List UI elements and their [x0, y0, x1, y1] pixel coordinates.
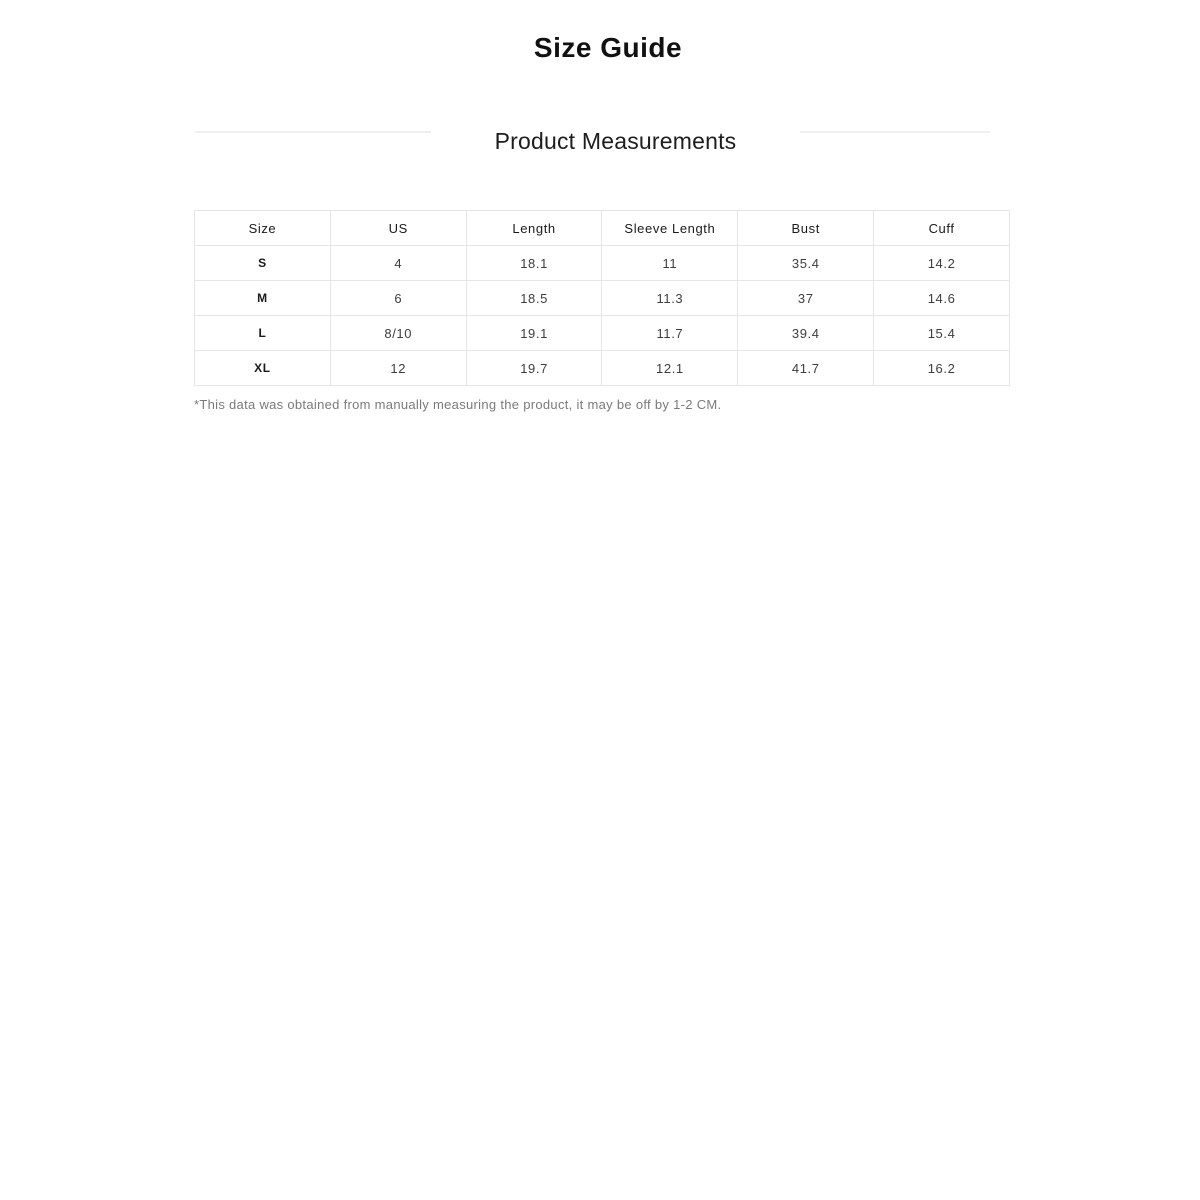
cell-size: M	[195, 281, 331, 316]
cell-cuff: 16.2	[874, 351, 1010, 386]
cell-length: 18.1	[466, 246, 602, 281]
cell-size: S	[195, 246, 331, 281]
cell-size: L	[195, 316, 331, 351]
table-row	[195, 316, 1010, 351]
header-size: Size	[195, 211, 331, 246]
cell-cuff: 15.4	[874, 316, 1010, 351]
cell-bust: 41.7	[738, 351, 874, 386]
header-cuff: Cuff	[874, 211, 1010, 246]
table-row	[195, 351, 1010, 386]
cell-sleeve-length: 11.3	[602, 281, 738, 316]
page-title: Size Guide	[533, 32, 683, 63]
cell-sleeve-length: 11	[602, 246, 738, 281]
divider-right	[800, 131, 990, 133]
cell-bust: 37	[738, 281, 874, 316]
divider-left	[195, 131, 431, 133]
cell-sleeve-length: 11.7	[602, 316, 738, 351]
measurements-table	[194, 210, 1010, 386]
header-bust: Bust	[738, 211, 874, 246]
table-row	[195, 281, 1010, 316]
cell-us: 12	[330, 351, 466, 386]
cell-length: 19.1	[466, 316, 602, 351]
cell-bust: 39.4	[738, 316, 874, 351]
cell-us: 6	[330, 281, 466, 316]
header-us: US	[330, 211, 466, 246]
header-sleeve-length: Sleeve Length	[602, 211, 738, 246]
measurement-note: *This data was obtained from manually measuring the product, it may be off by 1-2 CM.	[194, 397, 722, 412]
section-title: Product Measurements	[494, 128, 737, 154]
header-length: Length	[466, 211, 602, 246]
cell-us: 8/10	[330, 316, 466, 351]
cell-length: 18.5	[466, 281, 602, 316]
cell-cuff: 14.2	[874, 246, 1010, 281]
cell-cuff: 14.6	[874, 281, 1010, 316]
table-header-row	[195, 211, 1010, 246]
cell-size: XL	[195, 351, 331, 386]
cell-us: 4	[330, 246, 466, 281]
cell-sleeve-length: 12.1	[602, 351, 738, 386]
section-header	[195, 124, 990, 164]
table-row	[195, 246, 1010, 281]
cell-length: 19.7	[466, 351, 602, 386]
cell-bust: 35.4	[738, 246, 874, 281]
